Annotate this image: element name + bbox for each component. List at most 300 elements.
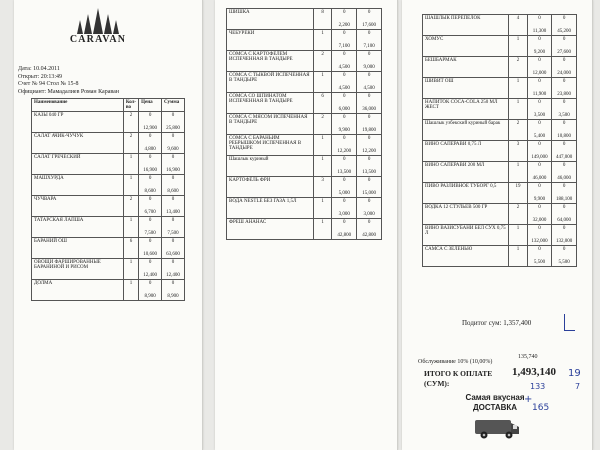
price-value: 9,200 [533,50,546,55]
sum-value: 27,600 [557,50,572,55]
delivery-van-icon [473,416,523,440]
sum-discount: 0 [562,100,566,105]
price-discount: 0 [538,58,541,63]
price-discount: 0 [343,157,346,162]
delivery-line1: Самая вкусная [465,393,525,402]
item-qty: 1 [123,280,138,301]
item-sum [162,238,185,259]
item-price [527,183,552,204]
sum-value: 447,000 [556,155,573,160]
item-qty: 8 [313,9,332,30]
price-discount: 0 [343,220,346,225]
item-price [139,112,162,133]
item-sum [357,135,382,156]
item-sum [162,196,185,217]
price-discount: 0 [538,163,541,168]
price-value: 8,600 [144,189,156,194]
item-price [527,225,552,246]
price-value: 13,500 [337,170,352,175]
item-name: САЛАТ ГРЕЧЕСКИЙ [32,154,124,175]
item-qty: 19 [509,183,527,204]
item-qty: 2 [123,112,138,133]
price-discount: 0 [343,73,346,78]
service-charge-value: 135,740 [518,354,538,360]
sum-discount: 0 [171,197,175,202]
item-price [332,156,357,177]
item-qty: 1 [313,219,332,240]
price-discount: 0 [538,121,541,126]
price-discount: 0 [538,79,541,84]
item-name: САЛАТ АЧИК-ЧУЧУК [32,133,124,154]
sum-discount: 0 [171,134,175,139]
price-value: 5,500 [533,260,546,265]
item-price [332,114,357,135]
table-row [32,175,185,196]
price-discount: 0 [538,142,541,147]
table-header-row [32,99,185,112]
total-label-line1: ИТОГО К ОПЛАТЕ [424,369,493,378]
item-name: КАЗЫ 040 ГР [32,112,124,133]
price-value: 32,000 [532,218,547,223]
table-row [227,93,382,114]
price-value: 12,400 [143,273,157,278]
price-discount: 0 [148,260,152,265]
item-name: ПИВО РАЗЛИВНОЕ ТУБОРГ 0,5 [423,183,509,204]
subtotal: Подитог сум: 1,357,400 [462,319,532,327]
item-sum [357,72,382,93]
item-price [332,51,357,72]
price-value: 16,900 [143,168,157,173]
price-value: 10,600 [143,252,157,257]
sum-discount: 0 [562,205,566,210]
receipt-header [18,66,183,96]
sum-value: 25,800 [166,126,180,131]
item-price [527,120,552,141]
item-sum [552,36,577,57]
item-sum [552,15,577,36]
item-name: Шашлык узбекский куриный барак [423,120,509,141]
item-price [332,30,357,51]
table-row [423,15,577,36]
item-price [139,259,162,280]
sum-value: 15,000 [362,191,376,196]
sum-value: 42,800 [362,233,376,238]
receipt-opened: Открыт: 20:13:49 [18,73,63,80]
price-discount: 0 [538,205,541,210]
price-discount: 0 [538,184,541,189]
sum-discount: 0 [367,136,371,141]
sum-value: 8,900 [167,294,179,299]
item-price [332,198,357,219]
price-discount: 0 [148,176,152,181]
item-price [139,175,162,196]
sum-discount: 0 [367,220,371,225]
table-row [32,196,185,217]
price-value: 11,900 [532,92,547,97]
table-row [227,198,382,219]
caravan-logo [58,6,138,64]
item-sum [552,246,577,267]
table-row [32,133,185,154]
receipt-waiter: Официант: Мамадалиев Роман Караван [18,88,119,95]
item-qty: 1 [509,225,527,246]
price-value: 42,800 [337,233,352,238]
col-name-header: Наименование [32,99,124,112]
sum-value: 188,100 [556,197,573,202]
item-name: ФРЕШ АНАНАС [227,219,314,240]
price-value: 6,700 [144,210,156,215]
item-price [527,99,552,120]
table-row [423,120,577,141]
item-name: ВОДА NESTLE БЕЗ ГАЗА 1,5Л [227,198,314,219]
table-row [227,156,382,177]
item-name: ШАШЛЫК ПЕРЕПЕЛОК [423,15,509,36]
service-charge-label: Обслуживание 10% (10,00%) [418,359,493,365]
price-discount: 0 [148,239,152,244]
item-sum [162,217,185,238]
item-qty: 2 [509,120,527,141]
table-row [227,114,382,135]
price-discount: 0 [148,218,152,223]
price-value: 149,000 [531,155,548,160]
table-row [423,78,577,99]
item-qty: 6 [313,93,332,114]
item-price [527,204,552,225]
item-name: СОМСА С МЯСОМ ИСПЕЧЕННАЯ В ТАНДЫРЕ [227,114,314,135]
item-qty: 1 [313,30,332,51]
price-value: 8,900 [144,294,156,299]
item-name: ВИНО САПЕРАВИ 0,75 Л [423,141,509,162]
item-price [527,57,552,78]
sum-discount: 0 [367,10,371,15]
item-name: БЕШБАРМАК [423,57,509,78]
item-sum [162,259,185,280]
price-value: 11,300 [532,29,547,34]
item-sum [162,154,185,175]
price-discount: 0 [343,31,346,36]
col-sum-header: Сумма [162,99,185,112]
sum-discount: 0 [171,281,175,286]
item-price [527,36,552,57]
price-discount: 0 [538,247,541,252]
price-discount: 0 [148,281,152,286]
item-name: ОВОЩИ ФАРШИРОВАННЫЕ БАРАНИНОЙ И РИСОМ [32,259,124,280]
table-row [423,246,577,267]
item-qty: 1 [509,78,527,99]
price-discount: 0 [343,178,346,183]
price-value: 12,200 [337,149,352,154]
item-name: ТАТАРСКАЯ ЛАПША [32,217,124,238]
sum-discount: 0 [562,79,566,84]
sum-discount: 0 [562,226,566,231]
sum-discount: 0 [171,155,175,160]
col-price-header: Цена [139,99,162,112]
sum-value: 12,200 [362,149,376,154]
price-discount: 0 [148,155,152,160]
item-price [139,238,162,259]
sum-value: 4,500 [363,86,375,91]
sum-discount: 0 [367,94,371,99]
item-name: ШИШКА [227,9,314,30]
total-label [424,369,492,389]
item-qty: 2 [509,204,527,225]
price-discount: 0 [343,10,346,15]
handwritten-note-4: + [524,394,533,405]
price-value: 7,500 [144,231,156,236]
price-discount: 0 [538,100,541,105]
item-price [332,219,357,240]
table-row [227,177,382,198]
price-discount: 0 [538,37,541,42]
item-name: САМСА С ЗЕЛЕНЬЮ [423,246,509,267]
sum-value: 12,400 [166,273,180,278]
item-qty: 1 [313,198,332,219]
pen-mark [564,314,575,331]
table-row [32,238,185,259]
item-price [332,177,357,198]
item-sum [552,204,577,225]
table-row [32,217,185,238]
table-row [32,154,185,175]
table-row [423,57,577,78]
sum-value: 10,800 [557,134,572,139]
price-value: 3,000 [338,212,350,217]
item-sum [162,112,185,133]
price-value: 7,100 [338,44,350,49]
table-row [227,30,382,51]
table-row [423,225,577,246]
sum-value: 3,500 [558,113,570,118]
table-row [227,72,382,93]
sum-value: 7,500 [167,231,179,236]
item-qty: 2 [313,51,332,72]
item-name: Шашлык куриный [227,156,314,177]
price-value: 12,900 [143,126,157,131]
item-qty: 1 [313,156,332,177]
item-sum [552,162,577,183]
sum-value: 19,800 [362,128,376,133]
sum-value: 5,500 [558,260,570,265]
sum-discount: 0 [367,73,371,78]
price-value: 2,200 [338,23,350,28]
price-value: 9,900 [338,128,350,133]
price-discount: 0 [343,136,346,141]
item-price [527,141,552,162]
item-price [139,196,162,217]
item-qty: 2 [123,133,138,154]
item-name: ЧУЧВАРА [32,196,124,217]
item-name: СОМСА С БАРАНЬИМ РЕБРЫШКОМ ИСПЕЧЕННАЯ В ТАНДЫРЕ [227,135,314,156]
item-qty: 1 [509,246,527,267]
table-row [423,36,577,57]
item-sum [552,183,577,204]
item-qty: 1 [313,135,332,156]
sum-discount: 0 [171,239,175,244]
item-name: СОМСА С КАРТОФЕЛЕМ ИСПЕЧЕННАЯ В ТАНДЫРЕ [227,51,314,72]
handwritten-note-3: 133 [530,382,546,391]
table-row [423,204,577,225]
item-price [527,15,552,36]
sum-value: 13,500 [362,170,376,175]
sum-value: 17,600 [362,23,376,28]
receipt-table: Счет № 94 Стол № 15-8 [18,81,79,87]
sum-value: 9,000 [363,65,375,70]
item-price [527,162,552,183]
item-sum [552,120,577,141]
sum-discount: 0 [562,58,566,63]
price-value: 9,900 [533,197,546,202]
price-value: 3,500 [533,113,546,118]
item-price [139,133,162,154]
item-name: ВИНО ВАЗИСУБАНИ БЕЛ СУХ 0,75 Л [423,225,509,246]
sum-value: 7,100 [363,44,375,49]
delivery-stamp [455,393,535,413]
price-value: 46,000 [532,176,547,181]
sum-value: 46,000 [557,176,572,181]
receipt-date: Дата: 10.04.2011 [18,66,60,72]
item-sum [552,141,577,162]
item-name: БАРАНИЙ ОШ [32,238,124,259]
item-sum [357,156,382,177]
sum-discount: 0 [562,184,566,189]
items-table-3 [422,14,577,267]
sum-discount: 0 [171,260,175,265]
price-value: 4,500 [338,86,350,91]
item-sum [357,114,382,135]
price-discount: 0 [538,226,541,231]
sum-value: 64,000 [557,218,572,223]
item-sum [357,198,382,219]
sum-discount: 0 [171,113,175,118]
item-qty: 1 [123,259,138,280]
sum-discount: 0 [367,178,371,183]
item-sum [162,280,185,301]
item-name: ВИНО САПЕРАВИ 200 МЛ [423,162,509,183]
item-price [139,154,162,175]
item-qty: 1 [313,72,332,93]
price-discount: 0 [148,197,152,202]
item-sum [357,219,382,240]
sum-discount: 0 [562,142,566,147]
sum-discount: 0 [367,31,371,36]
item-sum [357,9,382,30]
delivery-line2: ДОСТАВКА [472,403,518,412]
item-qty: 2 [123,196,138,217]
sum-discount: 0 [367,115,371,120]
table-row [32,112,185,133]
price-value: 5,400 [533,134,546,139]
item-qty: 3 [313,177,332,198]
price-value: 12,000 [532,71,547,76]
item-price [527,246,552,267]
sum-discount: 0 [367,157,371,162]
sum-discount: 0 [367,199,371,204]
sum-value: 13,400 [166,210,180,215]
sum-value: 8,600 [167,189,179,194]
item-name: ВОДКА 12 СТУЛЬЕВ 500 ГР [423,204,509,225]
item-name: НАПИТОК COCA-COLA 250 МЛ ЖЕСТ [423,99,509,120]
item-qty: 1 [123,154,138,175]
item-price [332,72,357,93]
col-qty-header: Кол-во [123,99,138,112]
logo-text: CARAVAN [69,34,127,45]
sum-value: 132,000 [556,239,573,244]
sum-value: 9,600 [167,147,179,152]
item-qty: 1 [123,217,138,238]
table-row [423,99,577,120]
table-row [32,280,185,301]
handwritten-note-2: 7 [575,382,581,391]
item-price [139,280,162,301]
price-discount: 0 [343,94,346,99]
item-qty: 4 [509,15,527,36]
table-row [227,9,382,30]
item-sum [552,99,577,120]
item-qty: 1 [509,162,527,183]
table-row [423,141,577,162]
handwritten-note-5: 165 [532,403,550,413]
item-sum [357,51,382,72]
item-qty: 2 [509,57,527,78]
total-value: 1,493,140 [512,366,556,378]
table-row [423,162,577,183]
sum-discount: 0 [562,16,566,21]
sum-discount: 0 [562,37,566,42]
item-name: КАРТОФЕЛЬ ФРИ [227,177,314,198]
sum-value: 23,800 [557,92,572,97]
items-table-1 [31,98,185,301]
sum-discount: 0 [367,52,371,57]
price-discount: 0 [343,199,346,204]
sum-discount: 0 [171,218,175,223]
price-value: 6,000 [338,107,350,112]
item-name: ХОМУС [423,36,509,57]
item-sum [357,93,382,114]
price-value: 132,000 [531,239,548,244]
item-sum [357,177,382,198]
price-value: 4,500 [338,65,350,70]
item-name: ЧЕБУРЕКИ [227,30,314,51]
item-price [332,9,357,30]
items-table-2 [226,8,382,240]
sum-value: 45,200 [557,29,572,34]
item-price [139,217,162,238]
item-name: МАШХУРДА [32,175,124,196]
handwritten-note-1: 19 [568,368,581,379]
item-sum [162,133,185,154]
sum-discount: 0 [562,163,566,168]
price-value: 4,800 [144,147,156,152]
item-qty: 3 [509,141,527,162]
sum-discount: 0 [171,176,175,181]
item-sum [552,225,577,246]
sum-value: 63,600 [166,252,180,257]
item-qty: 6 [123,238,138,259]
price-discount: 0 [538,16,541,21]
sum-discount: 0 [562,247,566,252]
item-price [332,93,357,114]
table-row [423,183,577,204]
table-row [227,51,382,72]
table-row [227,135,382,156]
item-price [332,135,357,156]
sum-value: 16,900 [166,168,180,173]
item-name: СОМСА С ТЫКВОЙ ИСПЕЧЕННАЯ В ТАНДЫРЕ [227,72,314,93]
table-row [227,219,382,240]
item-name: ШИВИТ ОШ [423,78,509,99]
item-sum [552,57,577,78]
sum-value: 24,000 [557,71,572,76]
